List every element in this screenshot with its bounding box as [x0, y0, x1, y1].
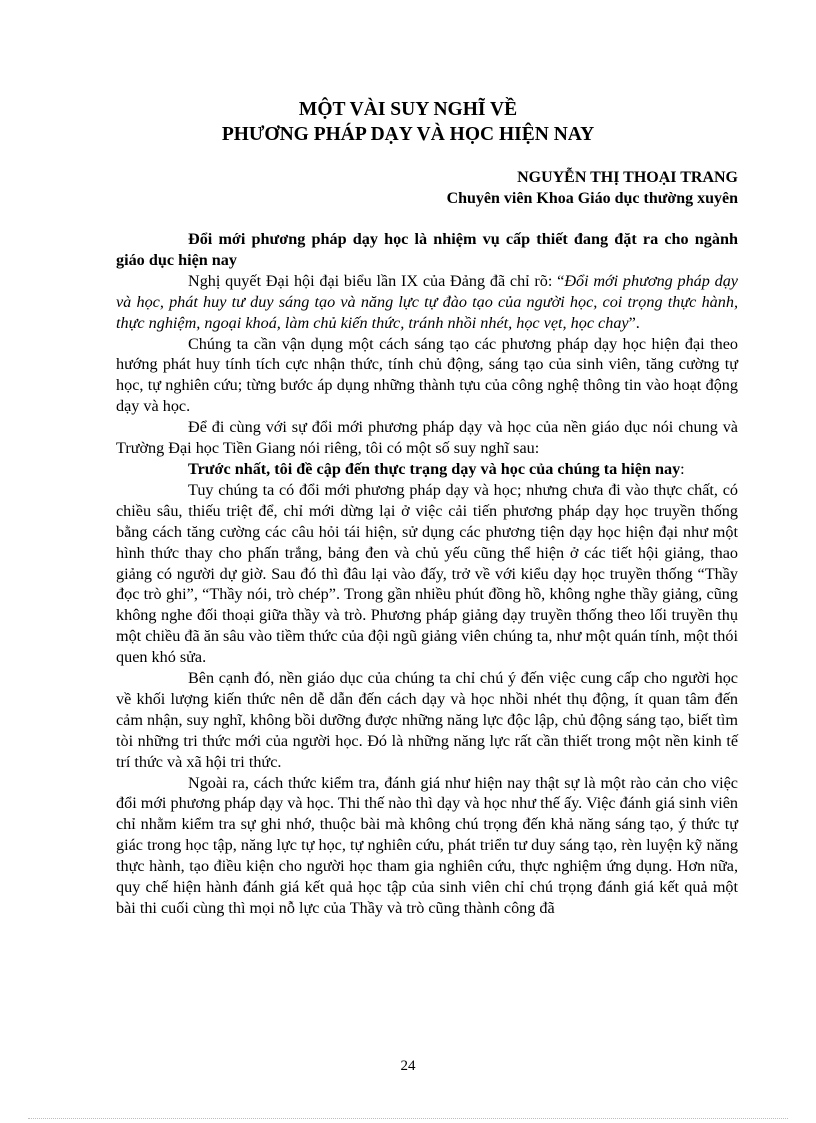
author-position: Chuyên viên Khoa Giáo dục thường xuyên [446, 190, 738, 207]
article-title-line-1: MỘT VÀI SUY NGHĨ VỀ [298, 99, 518, 120]
paragraph: Ngoài ra, cách thức kiểm tra, đánh giá như hiện nay thật sự là một rào cản cho việc đổi mới phương pháp dạy và học. Thi thế nào thì dạy và học như thế ấy. Việc đánh giá sinh viên chỉ nhằm kiểm tra sự ghi nhớ, thuộc bài mà không chú trọng đến khả năng sáng tạo, ý thức tự giác trong học tập, năng lực tự học, tự nghiên cứu, phát triển tư duy sáng tạo, rèn luyện kỹ năng thực hành, tạo điều kiện cho người học tham gia nghiên cứu, thực nghiệm ứng dụng. Hơn nữa, quy chế hiện hành đánh giá kết quả học tập của sinh viên chỉ chú trọng đánh giá kết quả một bài thi cuối cùng thì mọi nỗ lực của Thầy và trò cũng thành công đã [116, 773, 738, 917]
paragraph-intro: Nghị quyết Đại hội đại biểu lần IX của Đảng đã chỉ rõ: “ [188, 271, 565, 290]
heading-colon: : [680, 459, 685, 478]
paragraph: Tuy chúng ta có đổi mới phương pháp dạy và học; nhưng chưa đi vào thực chất, có chiều sâu, thiếu triệt để, chỉ mới dừng lại ở việc cải tiến phương pháp dạy học truyền thống bằng cách tăng cường các câu hỏi tái hiện, sử dụng các phương tiện dạy học hiện đại như một hình thức thay cho phấn trắng, bảng đen và chủ yếu cũng thể hiện ở các tiết hội giảng, thao giảng có người dự giờ. Sau đó thì đâu lại vào đấy, trở về với kiểu dạy học truyền thống “Thầy đọc trò ghi”, “Thầy nói, trò chép”. Trong gần nhiều phút đồng hồ, không nghe thầy giảng, cũng không nghe đối thoại giữa thầy và trò. Phương pháp giảng dạy truyền thống theo lối truyền thụ một chiều đã ăn sâu vào tiềm thức của đội ngũ giảng viên chúng ta, như một quán tính, một thói quen khó sửa. [116, 480, 738, 667]
paragraph: Bên cạnh đó, nền giáo dục của chúng ta chỉ chú ý đến việc cung cấp cho người học về khối lượng kiến thức nên dễ dẫn đến cách dạy và học nhồi nhét thụ động, ít quan tâm đến cảm nhận, suy nghĩ, không bồi dưỡng được những năng lực độc lập, chủ động sáng tạo, biết tìm tòi những tri thức mới của người học. Đó là những năng lực rất cần thiết trong một nền kinh tế trí thức và xã hội tri thức. [116, 669, 738, 771]
paragraph: Để đi cùng với sự đổi mới phương pháp dạy và học của nền giáo dục nói chung và Trường Đại học Tiền Giang nói riêng, tôi có một số suy nghĩ sau: [116, 418, 738, 458]
quote-close: ”. [628, 313, 640, 332]
section-heading-2: Trước nhất, tôi đề cập đến thực trạng dạy và học của chúng ta hiện nay [188, 459, 681, 478]
article-body [116, 229, 738, 919]
page-number: 24 [400, 1058, 416, 1074]
resolution-quote: Đổi mới phương pháp dạy và học, phát huy tư duy sáng tạo và năng lực tự đào tạo của người học, coi trọng thực hành, thực nghiệm, ngoại khoá, làm chủ kiến thức, tránh nhồi nhét, học vẹt, học chay [116, 271, 738, 332]
article-title-line-2: PHƯƠNG PHÁP DẠY VÀ HỌC HIỆN NAY [221, 124, 595, 145]
page-bottom-rule [28, 1118, 788, 1119]
section-heading-2-paragraph [116, 459, 738, 480]
section-heading-1: Đổi mới phương pháp dạy học là nhiệm vụ cấp thiết đang đặt ra cho ngành giáo dục hiện nay [116, 230, 738, 269]
paragraph: Chúng ta cần vận dụng một cách sáng tạo các phương pháp dạy học hiện đại theo hướng phát huy tính tích cực nhận thức, tính chủ động, sáng tạo của sinh viên, tăng cường tự học, tự nghiên cứu; từng bước áp dụng những thành tựu của công nghệ thông tin vào hoạt động dạy và học. [116, 334, 738, 416]
paragraph [116, 271, 738, 334]
author-name: NGUYỄN THỊ THOẠI TRANG [517, 169, 738, 186]
